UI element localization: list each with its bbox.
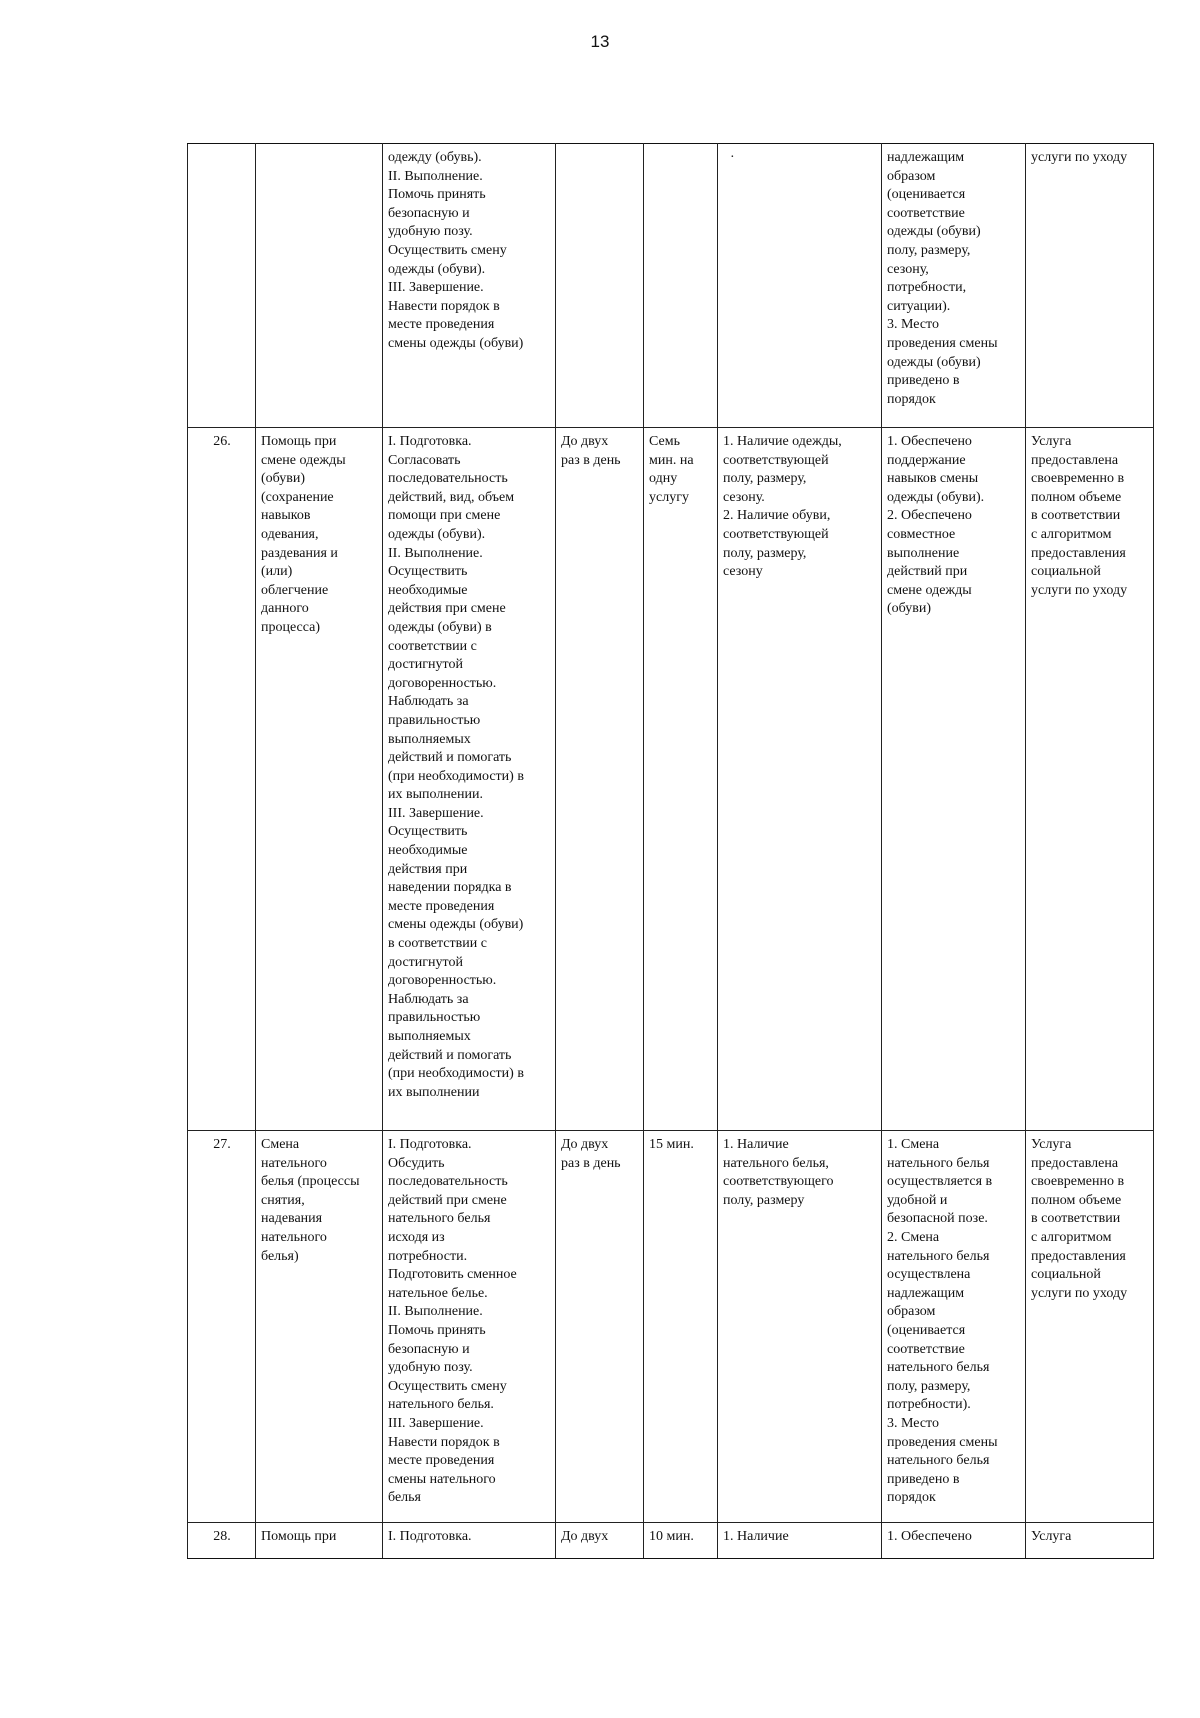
cell-evaluation: Услуга предоставлена своевременно в полном объеме в соответствии с алгоритмом предоставления социальной услуги по уходу <box>1026 428 1154 1131</box>
cell-periodicity: До двух раз в день <box>556 428 644 1131</box>
cell-service-name: Смена нательного белья (процессы снятия, надевания нательного белья) <box>256 1131 383 1523</box>
services-table <box>187 143 1154 1559</box>
cell-number: 27. <box>188 1131 256 1523</box>
cell-indicators: 1. Наличие одежды, соответствующей полу, размеру, сезону. 2. Наличие обуви, соответствующей полу, размеру, сезону <box>718 428 882 1131</box>
cell-time: 10 мин. <box>644 1523 718 1559</box>
cell-procedure: I. Подготовка. Обсудить последовательность действий при смене нательного белья исходя из потребности. Подготовить сменное нательное белье. II. Выполнение. Помочь принять безопасную и удобную позу. Осуществить смену нательного белья. III. Завершение. Навести порядок в месте проведения смены нательного белья <box>383 1131 556 1523</box>
cell-number: 26. <box>188 428 256 1131</box>
cell-time: 15 мин. <box>644 1131 718 1523</box>
cell-service-name: Помощь при <box>256 1523 383 1559</box>
cell-periodicity: До двух раз в день <box>556 1131 644 1523</box>
cell-periodicity <box>556 144 644 428</box>
cell-evaluation: услуги по уходу <box>1026 144 1154 428</box>
cell-evaluation: Услуга <box>1026 1523 1154 1559</box>
cell-periodicity: До двух <box>556 1523 644 1559</box>
cell-time <box>644 144 718 428</box>
cell-time: Семь мин. на одну услугу <box>644 428 718 1131</box>
cell-number <box>188 144 256 428</box>
table-row <box>188 144 1154 428</box>
cell-quality: 1. Смена нательного белья осуществляется в удобной и безопасной позе. 2. Смена нательного белья осуществлена надлежащим образом (оценивается соответствие нательного белья полу, размеру, потребности). 3. Место проведения смены нательного белья приведено в порядок <box>882 1131 1026 1523</box>
cell-evaluation: Услуга предоставлена своевременно в полном объеме в соответствии с алгоритмом предоставления социальной услуги по уходу <box>1026 1131 1154 1523</box>
page-number: 13 <box>590 32 610 51</box>
cell-indicators: 1. Наличие <box>718 1523 882 1559</box>
cell-procedure: I. Подготовка. Согласовать последовательность действий, вид, объем помощи при смене одежды (обуви). II. Выполнение. Осуществить необходимые действия при смене одежды (обуви) в соответствии с достигнутой договоренностью. Наблюдать за правильностью выполняемых действий и помогать (при необходимости) в их выполнении. III. Завершение. Осуществить необходимые действия при наведении порядка в месте проведения смены одежды (обуви) в соответствии с достигнутой договоренностью. Наблюдать за правильностью выполняемых действий и помогать (при необходимости) в их выполнении <box>383 428 556 1131</box>
table-row <box>188 428 1154 1131</box>
cell-quality: 1. Обеспечено <box>882 1523 1026 1559</box>
cell-service-name: Помощь при смене одежды (обуви) (сохранение навыков одевания, раздевания и (или) облегчение данного процесса) <box>256 428 383 1131</box>
table-row <box>188 1131 1154 1523</box>
table-row <box>188 1523 1154 1559</box>
cell-quality: 1. Обеспечено поддержание навыков смены одежды (обуви). 2. Обеспечено совместное выполнение действий при смене одежды (обуви) <box>882 428 1026 1131</box>
cell-number: 28. <box>188 1523 256 1559</box>
cell-quality: надлежащим образом (оценивается соответствие одежды (обуви) полу, размеру, сезону, потребности, ситуации). 3. Место проведения смены одежды (обуви) приведено в порядок <box>882 144 1026 428</box>
cell-service-name <box>256 144 383 428</box>
cell-procedure: I. Подготовка. <box>383 1523 556 1559</box>
cell-procedure: одежду (обувь). II. Выполнение. Помочь принять безопасную и удобную позу. Осуществить смену одежды (обуви). III. Завершение. Навести порядок в месте проведения смены одежды (обуви) <box>383 144 556 428</box>
cell-indicators: · <box>718 144 882 428</box>
cell-indicators: 1. Наличие нательного белья, соответствующего полу, размеру <box>718 1131 882 1523</box>
